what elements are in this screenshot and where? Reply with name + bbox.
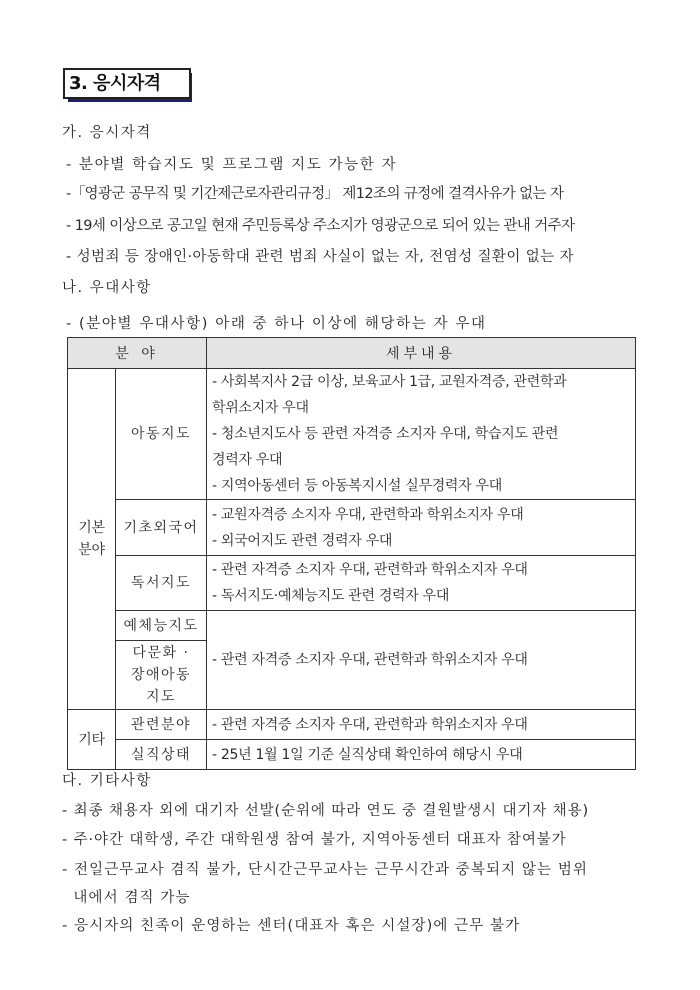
details-cell: [207, 500, 636, 556]
header-details: 세부내용: [207, 338, 636, 369]
qualification-item: - 성범죄 등 장애인·아동학대 관련 범죄 사실이 없는 자, 전염성 질환이 없는 자: [66, 249, 574, 265]
detail-line: - 관련 자격증 소지자 우대, 관련학과 학위소지자 우대: [212, 562, 528, 578]
group-label: 기본: [78, 520, 105, 536]
section-title-text: 3. 응시자격: [63, 68, 191, 99]
group-cell-other: 기타: [68, 710, 116, 770]
field-line: 장애아동: [130, 667, 192, 683]
field-cell: 독서지도: [116, 556, 207, 611]
detail-line: - 관련 자격증 소지자 우대, 관련학과 학위소지자 우대: [212, 652, 528, 668]
field-cell: 관련분야: [116, 710, 207, 740]
preference-intro: - (분야별 우대사항) 아래 중 하나 이상에 해당하는 자 우대: [66, 316, 487, 332]
details-cell: [207, 556, 636, 611]
field-line: 지도: [145, 689, 177, 705]
other-item: - 응시자의 친족이 운영하는 센터(대표자 혹은 시설장)에 근무 불가: [62, 918, 521, 934]
preference-heading: 나. 우대사항: [62, 280, 152, 296]
field-cell: 실직상태: [116, 740, 207, 770]
detail-line: 학위소지자 우대: [212, 400, 309, 416]
detail-line: - 사회복지사 2급 이상, 보육교사 1급, 교원자격증, 관련학과: [212, 374, 567, 390]
other-item: 내에서 겸직 가능: [62, 890, 191, 906]
group-cell-basic: [68, 369, 116, 710]
table-row: [68, 710, 636, 740]
details-cell: [207, 369, 636, 500]
section-title: [63, 68, 187, 97]
table-row: [68, 500, 636, 556]
preference-table: [67, 337, 636, 770]
detail-line: - 25년 1월 1일 기준 실직상태 확인하여 해당시 우대: [212, 746, 523, 763]
detail-line: - 지역아동센터 등 아동복지시설 실무경력자 우대: [212, 478, 502, 494]
detail-line: - 외국어지도 관련 경력자 우대: [212, 532, 393, 549]
table-row: [68, 611, 636, 641]
group-label: 분야: [78, 542, 105, 558]
field-cell: 아동지도: [116, 369, 207, 500]
field-cell: 예체능지도: [116, 611, 207, 641]
table-row: [68, 369, 636, 500]
detail-line: - 독서지도·예체능지도 관련 경력자 우대: [212, 588, 450, 604]
field-cell: 기초외국어: [116, 500, 207, 556]
table-row: [68, 740, 636, 770]
qualification-item: - 19세 이상으로 공고일 현재 주민등록상 주소지가 영광군으로 되어 있는 관내 거주자: [66, 218, 575, 234]
detail-line: 경력자 우대: [212, 452, 283, 468]
qualification-heading: 가. 응시자격: [62, 125, 152, 141]
detail-line: - 관련 자격증 소지자 우대, 관련학과 학위소지자 우대: [212, 716, 528, 733]
table-row: [68, 556, 636, 611]
details-cell: [207, 611, 636, 710]
qualification-item: - 분야별 학습지도 및 프로그램 지도 가능한 자: [66, 157, 398, 173]
qualification-item: -「영광군 공무직 및 기간제근로자관리규정」 제12조의 규정에 결격사유가 없는 자: [66, 186, 564, 202]
other-item: - 최종 채용자 외에 대기자 선발(순위에 따라 연도 중 결원발생시 대기자 채용): [62, 803, 590, 819]
table-header-row: [68, 338, 636, 369]
other-heading: 다. 기타사항: [62, 773, 152, 789]
field-cell: [116, 641, 207, 710]
other-item: - 주·야간 대학생, 주간 대학원생 참여 불가, 지역아동센터 대표자 참여불가: [62, 832, 567, 848]
field-line: 다문화 ·: [132, 645, 190, 661]
details-cell: [207, 710, 636, 740]
details-cell: [207, 740, 636, 770]
detail-line: - 교원자격증 소지자 우대, 관련학과 학위소지자 우대: [212, 506, 524, 523]
header-field: 분 야: [68, 338, 207, 369]
detail-line: - 청소년지도사 등 관련 자격증 소지자 우대, 학습지도 관련: [212, 426, 559, 442]
other-item: - 전일근무교사 겸직 불가, 단시간근무교사는 근무시간과 중복되지 않는 범위: [62, 862, 589, 878]
